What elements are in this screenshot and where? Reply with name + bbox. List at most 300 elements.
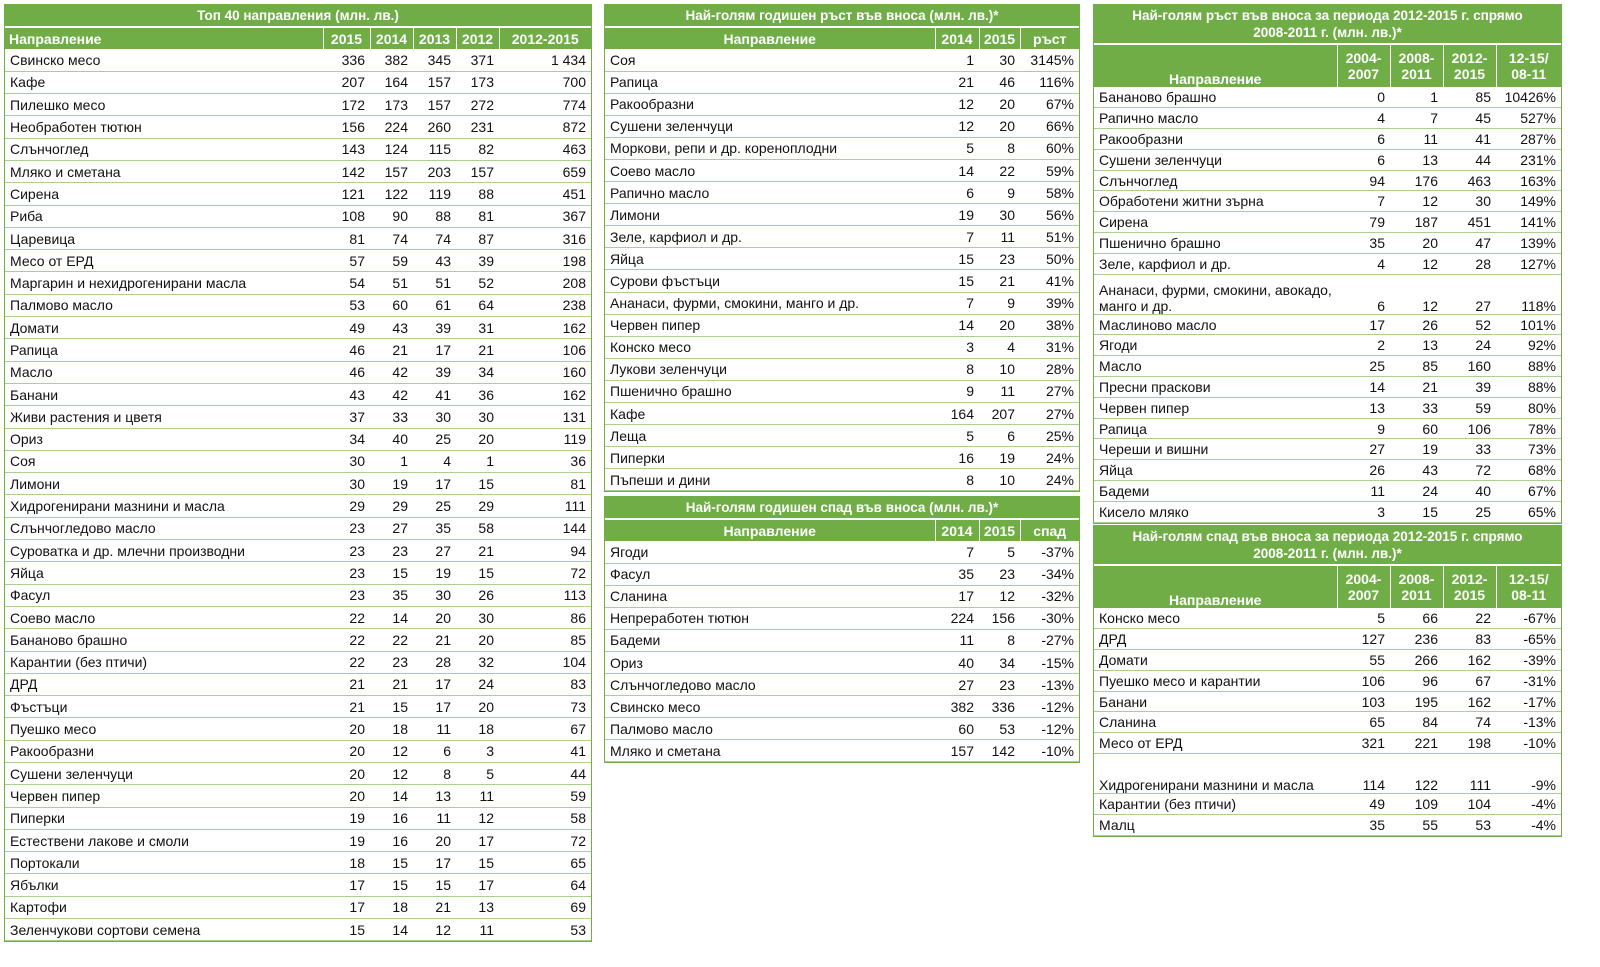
row-label: Соя [605, 49, 935, 71]
row-value: 142 [323, 160, 370, 182]
row-value: -32% [1020, 585, 1079, 607]
row-value: 26 [1337, 460, 1390, 481]
row-value: 30 [413, 584, 456, 606]
table-row [5, 49, 591, 71]
row-value: 23 [323, 562, 370, 584]
row-value: 87 [456, 227, 499, 249]
row-value: 12 [413, 919, 456, 941]
row-value: 52 [456, 272, 499, 294]
row-label: Ракообразни [605, 93, 935, 115]
row-label: Фасул [605, 563, 935, 585]
table-row [1094, 814, 1561, 835]
row-value: 20 [323, 718, 370, 740]
row-value: 13 [456, 896, 499, 918]
row-value: 11 [413, 807, 456, 829]
row-label: Бананово брашно [5, 629, 323, 651]
row-value: 34 [323, 428, 370, 450]
row-value: 14 [370, 919, 413, 941]
row-value: 15 [370, 874, 413, 896]
row-label: Масло [5, 361, 323, 383]
row-value: 18 [370, 896, 413, 918]
row-value: 5 [935, 137, 979, 159]
table-row [5, 361, 591, 383]
row-value: -12% [1020, 696, 1079, 718]
row-value: 3 [1337, 501, 1390, 522]
row-value: 20 [413, 606, 456, 628]
row-label: Рапично масло [1094, 108, 1337, 129]
table-row [605, 629, 1079, 651]
row-value: 67% [1496, 481, 1561, 502]
row-value: 55 [1337, 650, 1390, 671]
table-row [605, 740, 1079, 762]
row-label: Банани [1094, 691, 1337, 712]
row-value: 41 [1443, 129, 1496, 150]
row-value: 43 [370, 317, 413, 339]
annual-decline-header-row [605, 520, 1079, 541]
row-value: 9 [1337, 418, 1390, 439]
table-row [5, 495, 591, 517]
row-value: 113 [499, 584, 591, 606]
row-value: 18 [323, 852, 370, 874]
table-row [1094, 418, 1561, 439]
row-value: 60% [1020, 137, 1079, 159]
row-label: Конско месо [1094, 608, 1337, 629]
row-value: 24% [1020, 447, 1079, 469]
row-value: 124 [370, 138, 413, 160]
row-value: 17 [1337, 314, 1390, 335]
table-row [1094, 356, 1561, 377]
row-value: 149% [1496, 191, 1561, 212]
row-label: Свинско месо [5, 49, 323, 71]
row-value: 157 [935, 740, 979, 762]
table-row [5, 718, 591, 740]
row-value: 187 [1390, 212, 1443, 233]
table-row [605, 447, 1079, 469]
row-value: 14 [370, 785, 413, 807]
row-value: 79 [1337, 212, 1390, 233]
row-value: 157 [413, 94, 456, 116]
table-row [605, 607, 1079, 629]
row-label: Пъпеши и дини [605, 469, 935, 491]
row-value: 106 [1337, 670, 1390, 691]
row-value: 4 [1337, 253, 1390, 274]
row-value: 208 [499, 272, 591, 294]
table-row [5, 629, 591, 651]
row-value: 20 [979, 115, 1020, 137]
row-label: Фасул [5, 584, 323, 606]
row-value: 19 [935, 204, 979, 226]
row-value: 774 [499, 94, 591, 116]
row-label: Сирена [5, 183, 323, 205]
row-value: 66% [1020, 115, 1079, 137]
row-value: 238 [499, 294, 591, 316]
row-value: 14 [370, 606, 413, 628]
row-value: 44 [1443, 149, 1496, 170]
row-value: 3145% [1020, 49, 1079, 71]
table-row [605, 204, 1079, 226]
row-value: 33 [1443, 439, 1496, 460]
row-label: Рапично масло [605, 182, 935, 204]
row-value: 27% [1020, 403, 1079, 425]
row-label: Конско месо [605, 336, 935, 358]
period-decline-table [1094, 566, 1561, 836]
row-value: 111 [499, 495, 591, 517]
table-row [1094, 608, 1561, 629]
row-value: -67% [1496, 608, 1561, 629]
row-value: 5 [1337, 608, 1390, 629]
row-value: 6 [1337, 149, 1390, 170]
row-label: Бананово брашно [1094, 87, 1337, 108]
row-value: 108 [323, 205, 370, 227]
row-value: 40 [1443, 481, 1496, 502]
row-label: Соя [5, 450, 323, 472]
row-value: -27% [1020, 629, 1079, 651]
table-row [5, 116, 591, 138]
row-label: Мляко и сметана [605, 740, 935, 762]
table-row [5, 807, 591, 829]
row-value: 260 [413, 116, 456, 138]
row-value: 21 [979, 270, 1020, 292]
row-value: 106 [1443, 418, 1496, 439]
table-row [1094, 233, 1561, 254]
row-value: 22 [323, 629, 370, 651]
row-label: Ябълки [5, 874, 323, 896]
row-value: 0 [1337, 87, 1390, 108]
row-value: 53 [1443, 814, 1496, 835]
row-value: 57 [323, 250, 370, 272]
header-2008-2011: 2008-2011 [1390, 566, 1443, 608]
row-value: 60 [935, 718, 979, 740]
table-row [605, 674, 1079, 696]
row-value: 156 [979, 607, 1020, 629]
header-2014: 2014 [370, 28, 413, 49]
row-value: 17 [456, 874, 499, 896]
row-value: 41% [1020, 270, 1079, 292]
row-value: 28% [1020, 358, 1079, 380]
row-value: 6 [1337, 274, 1390, 314]
row-value: 17 [413, 696, 456, 718]
row-value: 6 [935, 182, 979, 204]
row-value: 162 [1443, 650, 1496, 671]
row-value: 17 [456, 829, 499, 851]
row-value: 14 [935, 159, 979, 181]
row-label: Ракообразни [5, 740, 323, 762]
row-value: 172 [323, 94, 370, 116]
row-label: Палмово масло [5, 294, 323, 316]
row-value: 49 [323, 317, 370, 339]
table-row [1094, 212, 1561, 233]
row-value: 20 [323, 763, 370, 785]
table-row [5, 339, 591, 361]
row-value: 336 [323, 49, 370, 71]
row-value: -37% [1020, 541, 1079, 563]
row-value: 12 [456, 807, 499, 829]
table-row [1094, 691, 1561, 712]
table-row [1094, 460, 1561, 481]
table-row [5, 785, 591, 807]
table-row [605, 696, 1079, 718]
row-value: 23 [323, 517, 370, 539]
row-value: 13 [1390, 335, 1443, 356]
row-label: Домати [5, 317, 323, 339]
table-row [1094, 629, 1561, 650]
row-value: 38% [1020, 314, 1079, 336]
table-row [605, 314, 1079, 336]
header-2015: 2015 [323, 28, 370, 49]
row-value: 221 [1390, 733, 1443, 754]
row-value: 34 [979, 651, 1020, 673]
row-value: 72 [499, 562, 591, 584]
table-row [5, 250, 591, 272]
row-value: 12 [370, 763, 413, 785]
row-label: Сурови фъстъци [605, 270, 935, 292]
table-row [605, 270, 1079, 292]
row-label: Рапица [605, 71, 935, 93]
header-direction: Направление [1094, 566, 1337, 608]
row-value: 40 [370, 428, 413, 450]
row-value: 12 [1390, 274, 1443, 314]
row-value: 35 [935, 563, 979, 585]
table-row [1094, 670, 1561, 691]
row-value: 15 [456, 473, 499, 495]
row-label: Необработен тютюн [5, 116, 323, 138]
row-value: 86 [499, 606, 591, 628]
row-label: Соево масло [605, 159, 935, 181]
table-row [605, 469, 1079, 491]
row-label: Кисело мляко [1094, 501, 1337, 522]
table-row [1094, 501, 1561, 522]
top40-panel [4, 4, 592, 942]
row-label: Пшенично брашно [605, 380, 935, 402]
row-value: 14 [935, 314, 979, 336]
row-value: 11 [413, 718, 456, 740]
row-value: 45 [1443, 108, 1496, 129]
row-value: 23 [979, 563, 1020, 585]
row-value: -13% [1496, 712, 1561, 733]
row-value: 30 [979, 49, 1020, 71]
row-value: 19 [323, 807, 370, 829]
row-value: 321 [1337, 733, 1390, 754]
row-value: -17% [1496, 691, 1561, 712]
row-label: Сирена [1094, 212, 1337, 233]
row-value: 72 [499, 829, 591, 851]
row-value: 35 [413, 517, 456, 539]
row-value: 25 [413, 428, 456, 450]
row-value: 53 [323, 294, 370, 316]
period-growth-title: Най-голям ръст във вноса за периода 2012-2015 г. спрямо 2008-2011 г. (млн. лв.)* [1094, 5, 1561, 45]
row-value: 10 [979, 358, 1020, 380]
row-label: Бадеми [605, 629, 935, 651]
row-value: 80% [1496, 397, 1561, 418]
row-value: 27 [413, 540, 456, 562]
row-label: Месо от ЕРД [1094, 733, 1337, 754]
header-2012-2015: 2012-2015 [499, 28, 591, 49]
row-value: 14 [1337, 377, 1390, 398]
row-value: 27 [935, 674, 979, 696]
row-value: 13 [1337, 397, 1390, 418]
row-value: 54 [323, 272, 370, 294]
table-row [1094, 314, 1561, 335]
table-row [605, 226, 1079, 248]
row-value: 60 [1390, 418, 1443, 439]
row-label: Хидрогенирани мазнини и масла [1094, 754, 1337, 794]
row-label: Маслиново масло [1094, 314, 1337, 335]
row-value: 47 [1443, 233, 1496, 254]
table-row [5, 562, 591, 584]
annual-growth-title: Най-голям годишен ръст във вноса (млн. лв.)* [605, 5, 1079, 28]
row-label: ДРД [5, 673, 323, 695]
row-value: 59 [499, 785, 591, 807]
header-2015: 2015 [979, 520, 1020, 541]
row-value: 18 [456, 718, 499, 740]
table-row [5, 94, 591, 116]
table-row [1094, 149, 1561, 170]
row-value: 11 [456, 785, 499, 807]
header-growth: ръст [1020, 28, 1079, 49]
row-value: 103 [1337, 691, 1390, 712]
row-value: 41 [413, 383, 456, 405]
row-value: 12 [1390, 191, 1443, 212]
row-value: 21 [456, 540, 499, 562]
row-value: -12% [1020, 718, 1079, 740]
header-direction: Направление [605, 28, 935, 49]
row-value: 55 [1390, 814, 1443, 835]
header-2013: 2013 [413, 28, 456, 49]
row-value: 8 [979, 629, 1020, 651]
row-value: 24 [456, 673, 499, 695]
row-value: 127% [1496, 253, 1561, 274]
row-value: 92% [1496, 335, 1561, 356]
table-row [1094, 733, 1561, 754]
row-value: 17 [935, 585, 979, 607]
row-value: 119 [413, 183, 456, 205]
row-label: Ягоди [605, 541, 935, 563]
table-row [605, 182, 1079, 204]
row-value: 53 [499, 919, 591, 941]
row-label: Яйца [5, 562, 323, 584]
row-value: 121 [323, 183, 370, 205]
row-value: 24% [1020, 469, 1079, 491]
row-value: 20 [323, 785, 370, 807]
row-value: 74 [370, 227, 413, 249]
header-ratio: 12-15/ 08-11 [1496, 566, 1561, 608]
row-value: 39 [413, 317, 456, 339]
row-value: 58% [1020, 182, 1079, 204]
row-value: 11 [979, 226, 1020, 248]
row-value: 122 [370, 183, 413, 205]
annual-growth-header-row [605, 28, 1079, 49]
row-value: 104 [1443, 794, 1496, 815]
row-value: 451 [499, 183, 591, 205]
row-label: Банани [5, 383, 323, 405]
row-value: 160 [1443, 356, 1496, 377]
row-label: Яйца [605, 248, 935, 270]
row-value: 69 [499, 896, 591, 918]
table-row [5, 71, 591, 93]
row-value: 68% [1496, 460, 1561, 481]
annual-decline-title: Най-голям годишен спад във вноса (млн. лв.)* [605, 497, 1079, 520]
row-label: Суроватка и др. млечни производни [5, 540, 323, 562]
row-label: Пилешко месо [5, 94, 323, 116]
header-2012-2015: 2012-2015 [1443, 45, 1496, 87]
row-value: 88% [1496, 356, 1561, 377]
row-value: 28 [413, 651, 456, 673]
row-value: 7 [935, 226, 979, 248]
row-value: 59 [370, 250, 413, 272]
row-value: 23 [370, 540, 413, 562]
row-value: 82 [456, 138, 499, 160]
row-value: 1 [456, 450, 499, 472]
table-row [5, 852, 591, 874]
row-value: 36 [499, 450, 591, 472]
table-row [5, 183, 591, 205]
row-label: Естествени лакове и смоли [5, 829, 323, 851]
row-value: 382 [935, 696, 979, 718]
table-row [1094, 335, 1561, 356]
row-value: 23 [323, 584, 370, 606]
table-row [5, 294, 591, 316]
row-value: 22 [979, 159, 1020, 181]
row-value: 35 [370, 584, 413, 606]
row-value: 231% [1496, 149, 1561, 170]
row-value: 659 [499, 160, 591, 182]
row-value: 33 [370, 406, 413, 428]
period-growth-table [1094, 45, 1561, 523]
row-label: Картофи [5, 896, 323, 918]
table-row [1094, 108, 1561, 129]
row-label: Домати [1094, 650, 1337, 671]
header-2004-2007: 2004-2007 [1337, 45, 1390, 87]
row-value: 1 [370, 450, 413, 472]
table-row [5, 383, 591, 405]
row-value: -39% [1496, 650, 1561, 671]
row-value: 90 [370, 205, 413, 227]
row-value: 83 [499, 673, 591, 695]
row-value: 104 [499, 651, 591, 673]
row-value: 316 [499, 227, 591, 249]
table-row [1094, 794, 1561, 815]
header-2015: 2015 [979, 28, 1020, 49]
row-value: 11 [935, 629, 979, 651]
row-label: Червен пипер [1094, 397, 1337, 418]
table-row [5, 896, 591, 918]
row-value: 37 [323, 406, 370, 428]
table-row [605, 541, 1079, 563]
row-label: Яйца [1094, 460, 1337, 481]
row-value: 336 [979, 696, 1020, 718]
row-value: 12 [935, 93, 979, 115]
row-value: 463 [499, 138, 591, 160]
row-value: 15 [935, 270, 979, 292]
row-label: Ориз [5, 428, 323, 450]
row-value: 50% [1020, 248, 1079, 270]
row-value: 6 [413, 740, 456, 762]
row-value: 16 [935, 447, 979, 469]
row-value: 30 [456, 606, 499, 628]
row-value: 19 [979, 447, 1020, 469]
header-2012: 2012 [456, 28, 499, 49]
row-value: 53 [979, 718, 1020, 740]
row-label: Ананаси, фурми, смокини, авокадо, манго и др. [1094, 274, 1337, 314]
row-value: 25 [1337, 356, 1390, 377]
row-value: 131 [499, 406, 591, 428]
row-value: 8 [935, 358, 979, 380]
row-value: 23 [323, 540, 370, 562]
row-value: 198 [499, 250, 591, 272]
row-value: 195 [1390, 691, 1443, 712]
row-value: 34 [456, 361, 499, 383]
row-value: 114 [1337, 754, 1390, 794]
